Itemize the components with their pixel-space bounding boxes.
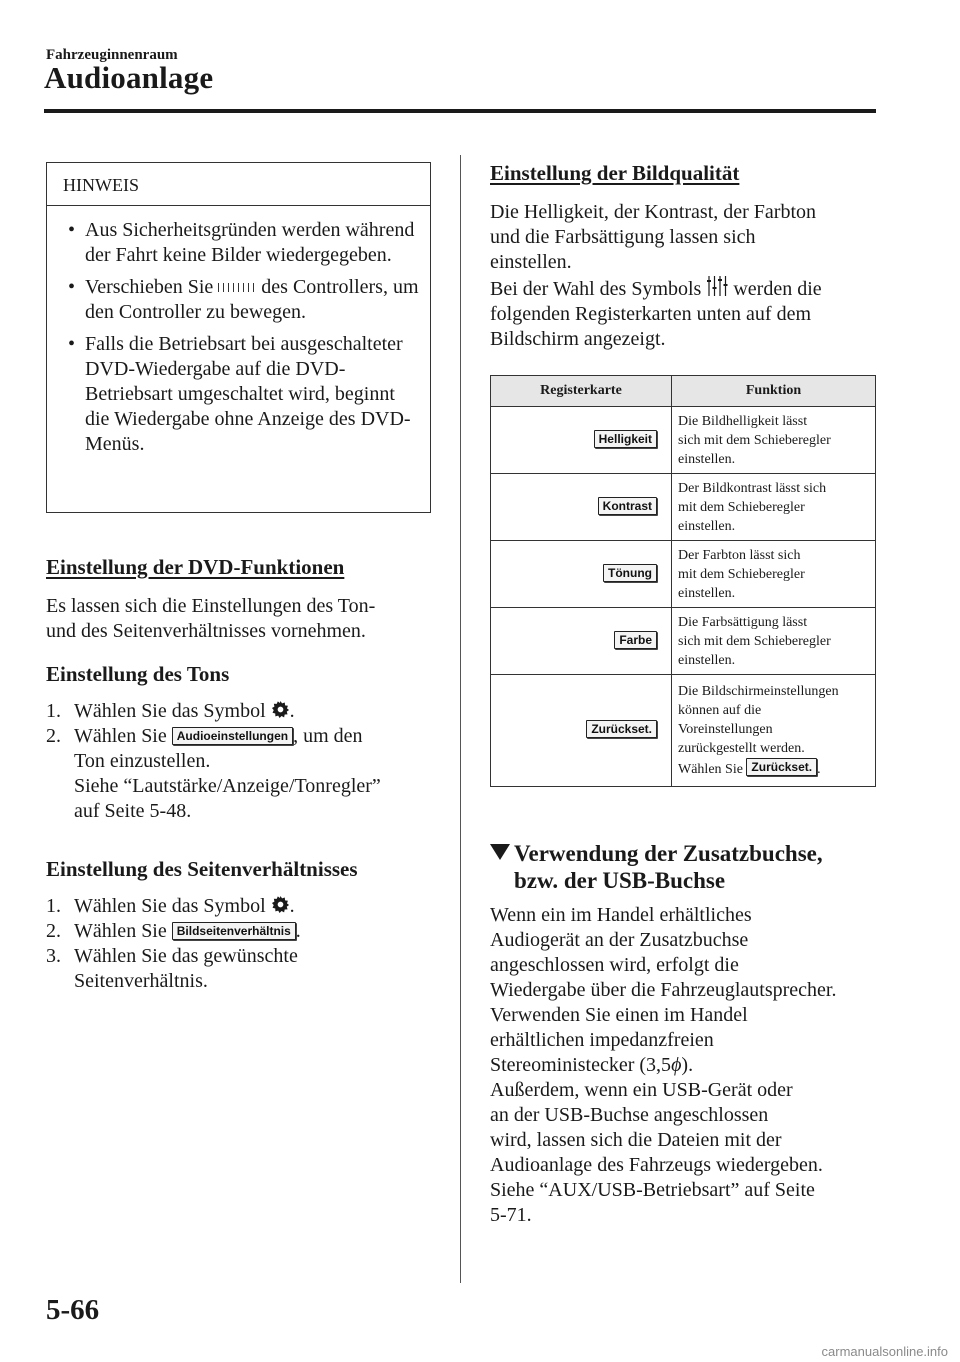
note-item: • Falls die Betriebsart bei ausgeschalteter DVD-Wiedergabe auf die DVD-Betriebsart umgeschaltet wird, beginnt die Wiedergabe ohne Anzeige des DVD-Menüs. (68, 333, 411, 455)
aux-heading-line: bzw. der USB-Buchse (514, 868, 726, 893)
aux-body (490, 903, 885, 1228)
note-box (46, 162, 431, 513)
ton-steps (46, 699, 446, 824)
step-row (46, 919, 446, 944)
table-header: Registerkarte (491, 376, 672, 407)
aux-heading (490, 840, 823, 894)
cell-line: zurückgestellt werden. (678, 741, 805, 756)
note-item-text: Verschieben Sie (85, 276, 214, 298)
gear-icon (271, 700, 290, 719)
step-text: , um den (293, 725, 363, 747)
aux-line: Siehe “AUX/USB-Betriebsart” auf Seite (490, 1179, 815, 1201)
step-text: Seitenverhältnis. (74, 970, 208, 992)
cell-line: Die Bildschirmeinstellungen (678, 684, 839, 699)
table-row (491, 675, 876, 787)
aux-line: Wenn ein im Handel erhältliches (490, 904, 752, 926)
column-divider (460, 155, 461, 1283)
table-cell (672, 541, 876, 608)
aux-line: angeschlossen wird, erfolgt die (490, 954, 739, 976)
aux-line: Verwenden Sie einen im Handel (490, 1004, 748, 1026)
cell-line: Die Bildhelligkeit lässt (678, 413, 808, 429)
cell-line: mit dem Schieberegler (678, 566, 805, 582)
controller-slider-icon (218, 283, 256, 292)
cell-line: Voreinstellungen (678, 722, 773, 737)
cell-line: sich mit dem Schieberegler (678, 633, 831, 649)
dvd-heading: Einstellung der DVD-Funktionen (46, 555, 345, 579)
table-cell (672, 474, 876, 541)
table-cell (491, 608, 672, 675)
step-text: . (289, 895, 295, 917)
step-row (46, 774, 446, 799)
aux-line: an der USB-Buchse angeschlossen (490, 1104, 769, 1126)
table-header: Funktion (672, 376, 876, 407)
step-row (46, 969, 446, 994)
dvd-intro-line: und des Seitenverhältnisses vornehmen. (46, 620, 366, 642)
table-cell (672, 608, 876, 675)
aux-line: erhältlichen impedanzfreien (490, 1029, 714, 1051)
aux-line: wird, lassen sich die Dateien mit der (490, 1129, 782, 1151)
cell-line: einstellen. (678, 652, 736, 668)
cell-text: . (817, 762, 821, 777)
bild-intro-line: Die Helligkeit, der Kontrast, der Farbton (490, 201, 817, 223)
step-row (46, 724, 446, 749)
cell-line: Der Farbton lässt sich (678, 547, 801, 563)
note-item-text: Aus Sicherheitsgründen werden während der Fahrt keine Bilder wiedergegeben. (85, 219, 415, 266)
note-item: • Aus Sicherheitsgründen werden während der Fahrt keine Bilder wiedergegeben. (68, 219, 415, 266)
zurueckset-button: Zurückset. (746, 758, 817, 776)
farbe-tab: Farbe (614, 631, 657, 649)
cell-text: Wählen Sie (678, 762, 743, 777)
kontrast-tab: Kontrast (598, 497, 657, 515)
step-row (46, 749, 446, 774)
note-title: HINWEIS (63, 175, 139, 195)
ton-heading: Einstellung des Tons (46, 662, 230, 686)
header-rule (44, 109, 876, 113)
note-item-text: des Controllers, um den Controller zu bewegen. (85, 276, 419, 323)
step-text: Wählen Sie das Symbol (74, 895, 266, 917)
step-text: Wählen Sie (74, 920, 167, 942)
step-number: 1. (46, 895, 61, 917)
cell-line: Die Farbsättigung lässt (678, 614, 808, 630)
step-text: auf Seite 5-48. (74, 800, 192, 822)
note-item-text: Falls die Betriebsart bei ausgeschalteter DVD-Wiedergabe auf die DVD-Betriebsart umgeschaltet wird, beginnt die Wiedergabe ohne Anzeige des DVD-Menüs. (85, 333, 411, 455)
step-text: . (295, 920, 301, 942)
cell-line: einstellen. (678, 518, 736, 534)
note-divider (47, 205, 430, 206)
step-row (46, 944, 446, 969)
aux-line (490, 1053, 885, 1078)
table-row (491, 608, 876, 675)
seiten-steps (46, 894, 446, 994)
bild-intro-text: Bei der Wahl des Symbols (490, 278, 702, 300)
table-cell (672, 675, 876, 787)
note-item: • Verschieben Sie des Controllers, um den Controller zu bewegen. (68, 276, 419, 323)
bild-intro-line (490, 275, 880, 302)
step-row (46, 894, 446, 919)
aux-heading-line (490, 840, 823, 867)
step-text: . (289, 700, 295, 722)
helligkeit-tab: Helligkeit (594, 430, 657, 448)
aux-heading-text: Verwendung der Zusatzbuchse, (514, 841, 823, 866)
table-row (491, 541, 876, 608)
bild-intro (490, 200, 880, 352)
aux-line: Audiogerät an der Zusatzbuchse (490, 929, 749, 951)
bild-intro-line: und die Farbsättigung lassen sich (490, 226, 756, 248)
zurueckset-tab: Zurückset. (586, 720, 657, 738)
gear-icon (271, 895, 290, 914)
table-header-row (491, 376, 876, 407)
cell-line: Der Bildkontrast lässt sich (678, 480, 827, 496)
table-cell (491, 675, 672, 787)
step-text: Siehe “Lautstärke/Anzeige/Tonregler” (74, 775, 381, 797)
step-text: Wählen Sie das Symbol (74, 700, 266, 722)
watermark: carmanualsonline.info (821, 1344, 948, 1359)
page-title: Audioanlage (44, 60, 214, 95)
cell-line: mit dem Schieberegler (678, 499, 805, 515)
aux-text: Stereoministecker (3,5 (490, 1054, 672, 1076)
step-number: 3. (46, 945, 61, 967)
toenung-tab: Tönung (603, 564, 657, 582)
aux-text: ). (681, 1054, 694, 1076)
table-row (491, 407, 876, 474)
step-number: 2. (46, 725, 61, 747)
dvd-intro (46, 594, 375, 644)
aux-line: Außerdem, wenn ein USB-Gerät oder (490, 1079, 793, 1101)
cell-line: einstellen. (678, 451, 736, 467)
note-list (63, 218, 423, 464)
cell-line: einstellen. (678, 585, 736, 601)
bild-intro-text: werden die (733, 278, 822, 300)
cell-line (678, 758, 869, 779)
step-text: Ton einzustellen. (74, 750, 211, 772)
table-row (491, 474, 876, 541)
table-cell (491, 541, 672, 608)
cell-line: sich mit dem Schieberegler (678, 432, 831, 448)
aux-line: 5-71. (490, 1204, 532, 1226)
bild-intro-line: einstellen. (490, 251, 572, 273)
aux-line: Audioanlage des Fahrzeugs wiedergeben. (490, 1154, 823, 1176)
step-row (46, 699, 446, 724)
seiten-heading: Einstellung des Seitenverhältnisses (46, 857, 358, 881)
bild-intro-line: Bildschirm angezeigt. (490, 328, 666, 350)
step-number: 2. (46, 920, 61, 942)
dvd-intro-line: Es lassen sich die Einstellungen des Ton- (46, 595, 376, 617)
triangle-marker-icon (490, 844, 510, 860)
step-text: Wählen Sie das gewünschte (74, 945, 298, 967)
table-cell (491, 474, 672, 541)
table-cell (672, 407, 876, 474)
diameter-symbol: ϕ (671, 1054, 682, 1076)
register-table (490, 375, 876, 787)
step-number: 1. (46, 700, 61, 722)
cell-line: können auf die (678, 703, 762, 718)
audioeinstellungen-button: Audioeinstellungen (172, 727, 293, 745)
section-label: Fahrzeuginnenraum (46, 47, 178, 63)
bild-heading: Einstellung der Bildqualität (490, 161, 740, 185)
step-row (46, 799, 446, 824)
equalizer-icon (706, 275, 728, 297)
table-cell (491, 407, 672, 474)
bild-intro-line: folgenden Registerkarten unten auf dem (490, 303, 811, 325)
page-number: 5-66 (46, 1294, 100, 1326)
bildseitenverhaeltnis-button: Bildseitenverhältnis (172, 922, 296, 940)
step-text: Wählen Sie (74, 725, 167, 747)
aux-line: Wiedergabe über die Fahrzeuglautsprecher. (490, 979, 837, 1001)
